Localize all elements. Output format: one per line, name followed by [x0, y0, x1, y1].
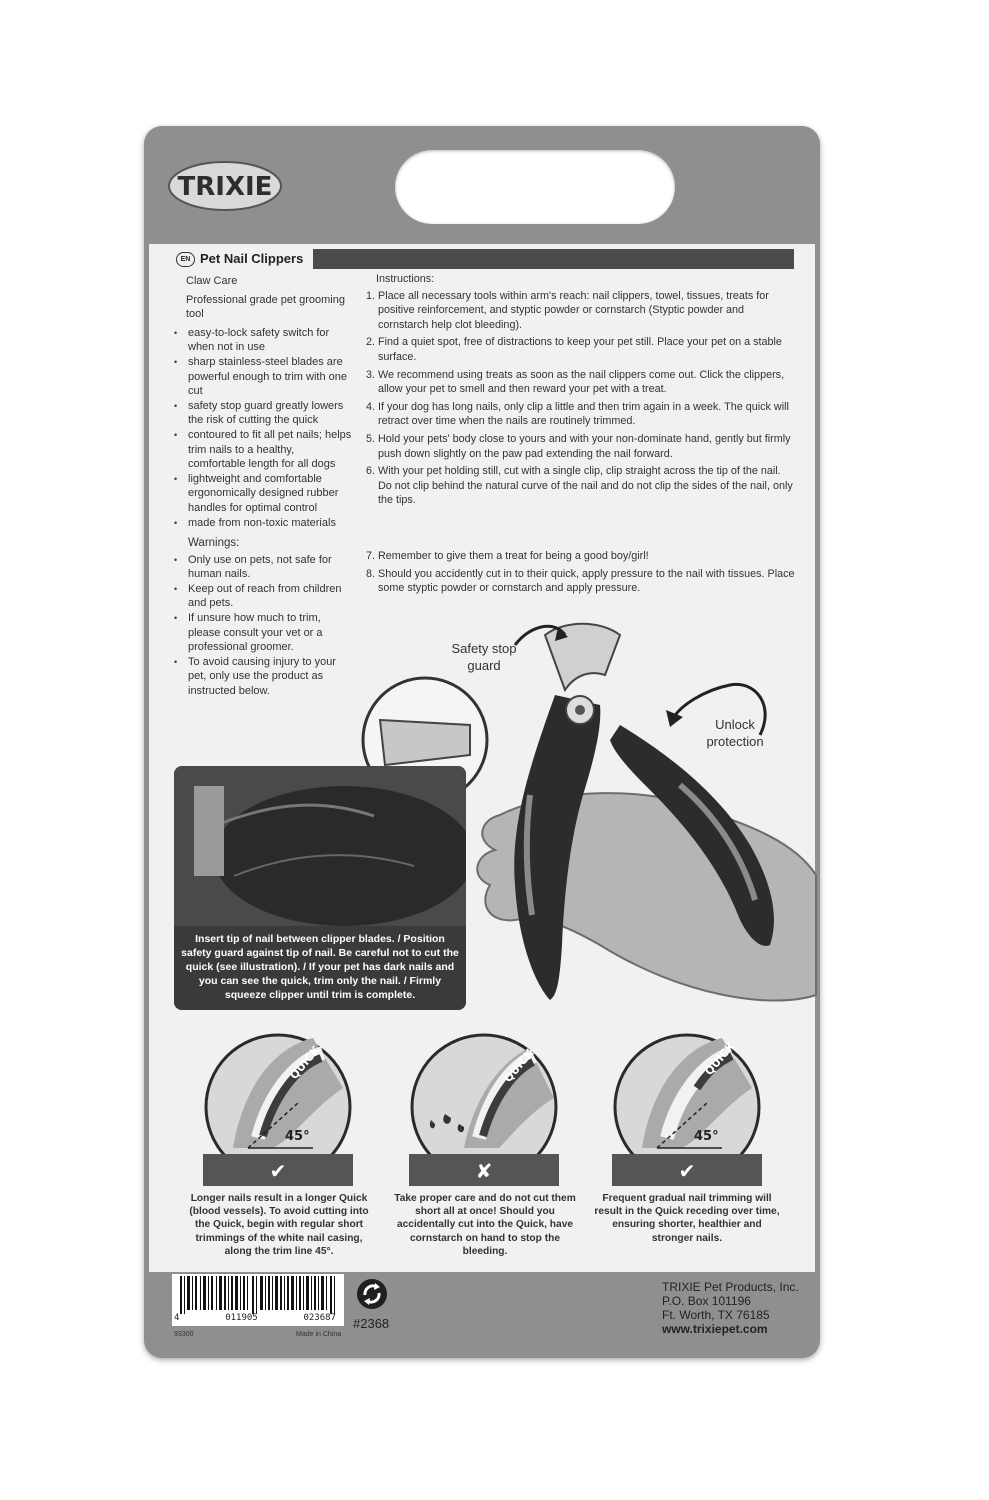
feature-item: • contoured to fit all pet nails; helps trim nails to a healthy, comfortable length for all dogs [172, 428, 352, 472]
diagram-caption-2: Take proper care and do not cut them short all at once! Should you accidentally cut into the Quick, have cornstarch on hand to stop the bleeding. [394, 1193, 576, 1257]
quick-label: QUICK [501, 1046, 537, 1085]
recycle-icon [355, 1277, 389, 1311]
nail-diagram-correct-short [612, 1028, 762, 1186]
instruction-step: 7. Remember to give them a treat for being a good boy/girl! [378, 549, 796, 564]
quick-label: QUICK [702, 1039, 738, 1078]
warnings-title: Warnings: [188, 537, 240, 550]
safety-stop-callout: Safety stop guard [451, 641, 517, 673]
feature-item: • sharp stainless-steel blades are powerful enough to trim with one cut [172, 355, 352, 399]
features-column [172, 272, 352, 699]
hang-hole [395, 150, 675, 224]
instruction-step: 5. Hold your pets' body close to yours and with your non-dominate hand, gently but firmly push down slightly on the paw pad extending the nail forward. [378, 432, 796, 461]
instruction-step: 8. Should you accidently cut in to their quick, apply pressure to the nail with tissues. Place some styptic powder or cornstarch and apply pressure. [378, 567, 796, 596]
barcode-digits [172, 1313, 344, 1323]
logo-text: TRIXIE [177, 172, 273, 202]
check-icon: ✔ [678, 1159, 696, 1183]
instruction-step: 4. If your dog has long nails, only clip a little and then trim again in a week. The quick will retract over time when the nails are routinely trimmed. [378, 400, 796, 429]
feature-item: • easy-to-lock safety switch for when not in use [172, 326, 352, 355]
instruction-step: 3. We recommend using treats as soon as the nail clippers come out. Click the clippers, allow your pet to smell and then reward your pet with a treat. [378, 368, 796, 397]
quick-label: QUICK [287, 1043, 323, 1082]
instruction-step: 1. Place all necessary tools within arm's reach: nail clippers, towel, tissues, treats for positive reinforcement, and styptic powder or cornstarch (Styptic powder and cornstarch help clot bleeding). [378, 289, 796, 333]
nail-diagram-wrong [409, 1028, 559, 1186]
angle-label: 45° [285, 1129, 310, 1144]
made-in: Made in China [296, 1331, 342, 1338]
language-badge: EN [176, 252, 195, 267]
feature-item: • safety stop guard greatly lowers the risk of cutting the quick [172, 399, 352, 428]
feature-list [172, 326, 352, 530]
unlock-protection-callout: Unlock protection [706, 717, 764, 749]
instructions-column [364, 272, 796, 599]
feature-item: • lightweight and comfortable ergonomically designed rubber handles for optimal control [172, 472, 352, 516]
spacer [364, 511, 796, 549]
item-number: #2368 [353, 1316, 390, 1331]
po-box: P.O. Box 101196 [662, 1294, 751, 1308]
nail-diagram-correct-long [203, 1028, 353, 1186]
diagram-caption-3: Frequent gradual nail trimming will result in the Quick receding over time, ensuring shorter, healthier and stronger nails. [594, 1193, 780, 1244]
warning-item: • Keep out of reach from children and pets. [172, 582, 352, 611]
barcode-bars [172, 1274, 344, 1314]
barcode-digit-group: 011905 [225, 1313, 258, 1323]
feature-item: • made from non-toxic materials [172, 516, 352, 531]
barcode-digit-group: 4 [174, 1313, 180, 1323]
tagline: Professional grade pet grooming tool [186, 293, 345, 321]
instruction-step: 2. Find a quiet spot, free of distractions to keep your pet still. Place your pet on a stable surface. [378, 335, 796, 364]
website-link: www.trixiepet.com [662, 1322, 768, 1336]
angle-label: 45° [694, 1129, 719, 1144]
instruction-step: 6. With your pet holding still, cut with a single clip, clip straight across the tip of the nail. Do not clip behind the natural curve of the nail and do not clip the sides of the nail, only the tips. [378, 464, 796, 508]
product-title [172, 249, 313, 269]
city-line: Ft. Worth, TX 76185 [662, 1308, 770, 1322]
warning-item: • Only use on pets, not safe for human nails. [172, 553, 352, 582]
warning-item: • To avoid causing injury to your pet, only use the product as instructed below. [172, 655, 352, 699]
instruction-steps [364, 289, 796, 508]
clipper-blade [545, 624, 620, 690]
barcode-digit-group: 023687 [303, 1313, 336, 1323]
product-title-text: Pet Nail Clippers [200, 251, 304, 266]
instructions-title: Instructions: [376, 273, 435, 285]
warning-list [172, 553, 352, 699]
company-name: TRIXIE Pet Products, Inc. [662, 1280, 799, 1294]
company-address [662, 1280, 799, 1336]
instruction-steps-continued [364, 549, 796, 596]
photo-caption: Insert tip of nail between clipper blades. / Position safety guard against tip of nail. Be careful not to cut the quick (see illustration). / If your pet has dark nails and you can see the quick, trim only the nail. / Firmly squeeze clipper until trim is complete. [181, 933, 459, 1001]
product-code: 93300 [174, 1331, 194, 1338]
check-icon: ✔ [269, 1159, 287, 1183]
cross-icon: ✘ [475, 1159, 493, 1183]
subtitle: Claw Care [186, 275, 238, 287]
trixie-logo [168, 160, 283, 212]
diagram-caption-1: Longer nails result in a longer Quick (blood vessels). To avoid cutting into the Quick, begin with regular short trimmings of the white nail casing, along the trim line 45°. [189, 1193, 369, 1257]
warning-item: • If unsure how much to trim, please consult your vet or a professional groomer. [172, 611, 352, 655]
title-bar [172, 249, 794, 269]
